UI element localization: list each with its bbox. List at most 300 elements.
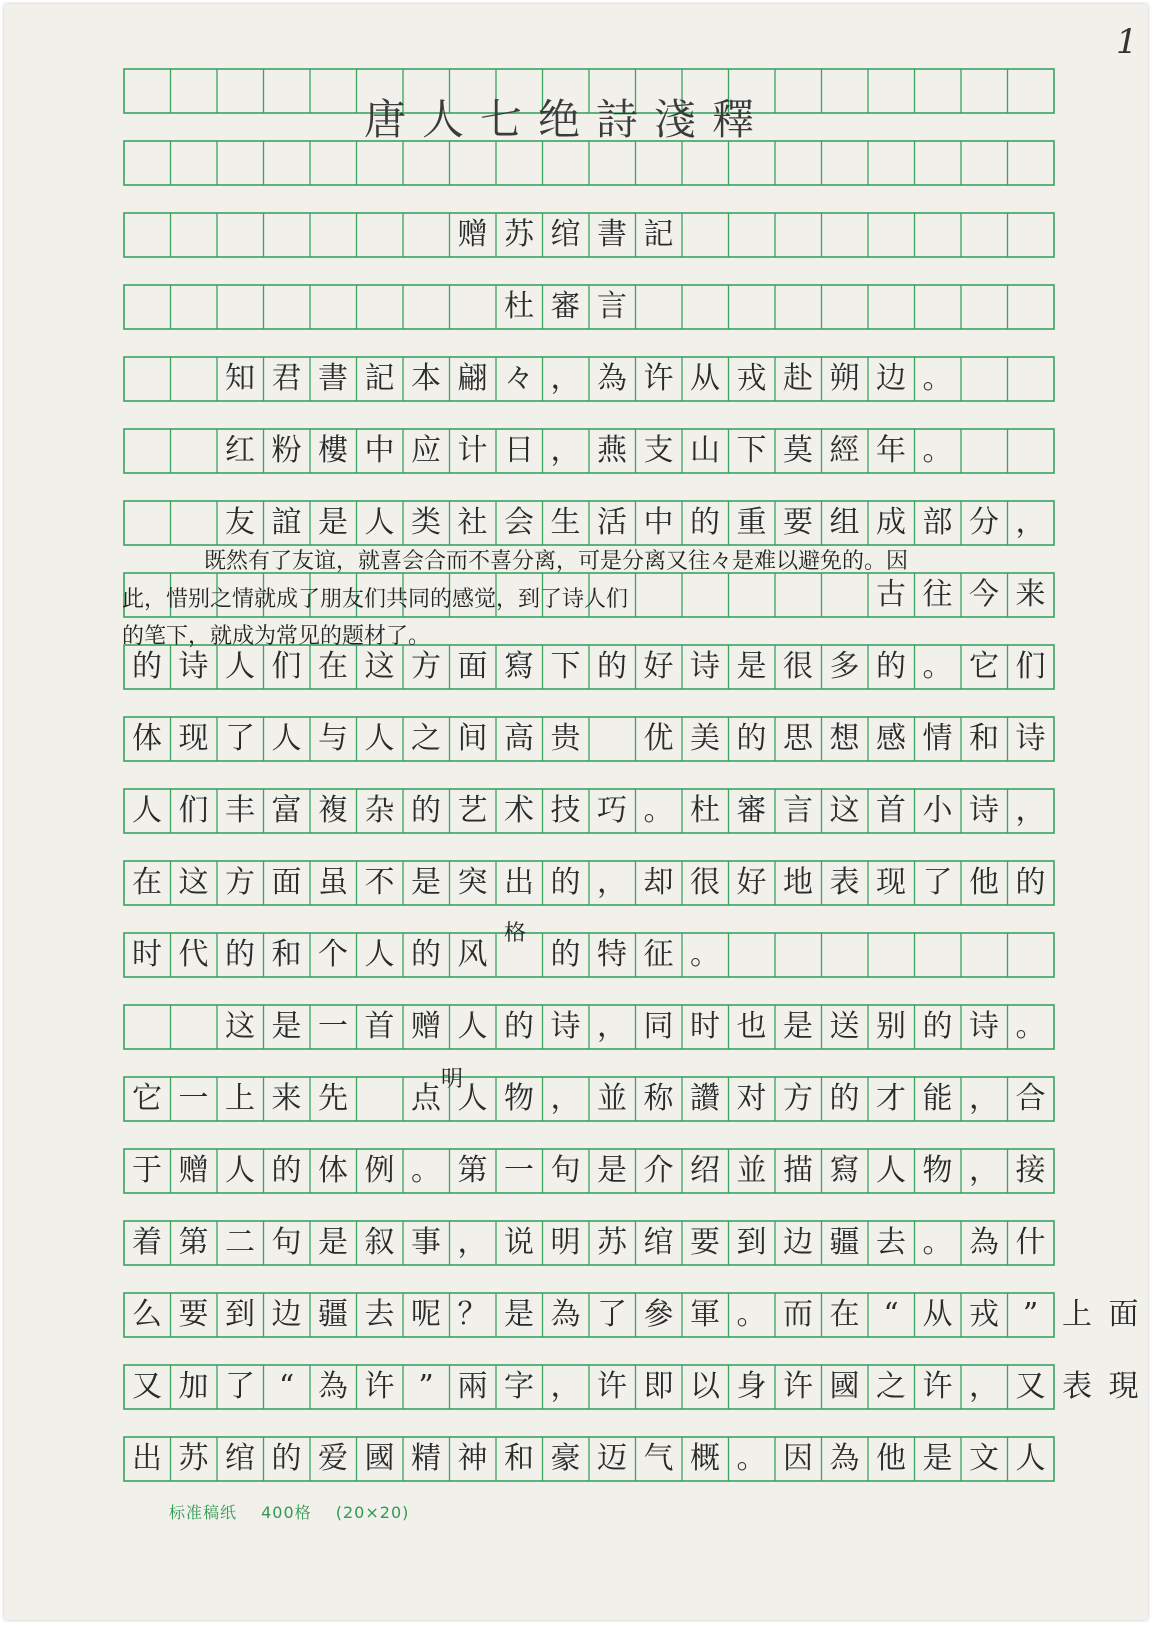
body-row-char: 介 [643,1153,674,1188]
poem-line-1-char: 许 [643,361,674,396]
body-row-char: 出 [132,1441,162,1476]
body-row-char: 表 [1062,1369,1092,1404]
poem-line-2-char: 年 [876,433,906,468]
body-row-char: 人 [225,649,255,684]
body-row-char: 文 [969,1441,999,1476]
body-row-char: 。 [736,1441,767,1476]
body-row-char: 為 [318,1369,348,1404]
body-row-char: 边 [271,1297,302,1332]
body-row-char: 去 [364,1297,395,1332]
body-row-char: 这 [225,1009,255,1044]
body-row-char: 特 [597,937,627,972]
body-row-char: 首 [876,793,906,828]
body-row-char: 富 [271,793,302,828]
body-row-char: 们 [178,793,209,828]
poem-line-2-char: 红 [225,433,255,468]
body-row-char: 描 [783,1153,813,1188]
body-row-char: 加 [178,1369,209,1404]
page-title: 唐人七绝詩淺釋 [364,95,771,144]
body-row-char: 苏 [597,1225,627,1260]
body-row-char: ， [969,1153,999,1188]
poem-line-2-char: 下 [736,433,767,468]
body-row-char: ” [418,1369,434,1404]
body-row-char: 它 [132,1081,162,1116]
body-row-char: 句 [271,1225,302,1260]
poem-line-1-char: 戎 [736,361,767,396]
body-row-char: 也 [736,1009,767,1044]
body-row-char: ， [597,865,627,900]
body-row-char: 它 [969,649,999,684]
body-row-char: 的 [829,1081,860,1116]
body-row-char: 什 [1015,1225,1046,1260]
body-row-char: 虽 [318,865,348,900]
body-row-char: 面 [457,649,488,684]
body-row-char: 征 [643,937,674,972]
body-row-char: ” [1022,1297,1039,1332]
body-row-char: 的 [132,649,162,684]
body-row-char: 活 [597,505,627,540]
body-row-char: 间 [457,721,488,756]
body-row-char: 一 [178,1081,209,1116]
body-row-char: 技 [550,793,581,828]
body-row-char: 到 [225,1297,255,1332]
body-row-char: 的 [597,649,627,684]
body-row-char: 的 [550,937,581,972]
poem-line-2-char: 山 [690,433,720,468]
body-row-char: 人 [271,721,302,756]
poem-line-2-char: 计 [457,433,488,468]
body-row-char: 许 [597,1369,627,1404]
body-row-char: 並 [597,1081,627,1116]
body-row-char: 的 [690,505,720,540]
body-row-char: 这 [829,793,860,828]
body-row-char: 方 [783,1081,813,1116]
body-row-char: 中 [643,505,674,540]
body-row-char: 社 [457,505,488,540]
body-row-char: 的 [550,865,581,900]
body-row-char: 精 [411,1441,441,1476]
body-row-char: 小 [922,793,953,828]
poem-line-2-char: 樓 [318,433,348,468]
poem-line-1-char: 為 [597,361,627,396]
body-row-char: 的 [1015,865,1046,900]
body-row-char: 軍 [690,1297,720,1332]
body-row-char: 了 [597,1297,627,1332]
body-row-char: 诗 [969,793,999,828]
body-row-char: 点 [411,1081,441,1116]
body-row-char: 地 [783,865,813,900]
body-row-char: 却 [643,865,674,900]
body-row-char: ， [550,1081,581,1116]
poem-line-2-char: 經 [829,433,860,468]
body-row-char: 誼 [271,505,302,540]
body-row-char: 人 [364,505,395,540]
body-row-char: 又 [1015,1369,1046,1404]
body-row-char: 人 [457,1009,488,1044]
poem-line-2-char: 应 [411,433,441,468]
body-row-char: 字 [504,1369,534,1404]
body-row-char: 和 [504,1441,534,1476]
body-row-char: 们 [1015,649,1046,684]
body-row-char: 的 [922,1009,953,1044]
body-row-char: 赠 [178,1153,209,1188]
body-row-char: 合 [1015,1081,1046,1116]
body-row-char: 一 [318,1009,348,1044]
body-row-char: 风 [457,937,488,972]
body-row-char: 之 [411,721,441,756]
poem-line-2-char: 支 [643,433,674,468]
body-row-char: 生 [550,505,581,540]
body-row-char: 要 [178,1297,209,1332]
inserted-correction-char: 格 [504,921,527,946]
poem-name-char: 赠 [457,217,488,252]
body-row-char: 例 [364,1153,395,1188]
body-row-char: 了 [225,721,255,756]
body-row-char: 表 [829,865,860,900]
body-row-char: 说 [504,1225,534,1260]
body-row-char: ， [969,1369,999,1404]
body-row-char: ， [597,1009,627,1044]
body-row-char: 多 [829,649,860,684]
body-row-char: 诗 [690,649,720,684]
body-row-char: 的 [271,1153,302,1188]
body-row-char: 神 [457,1441,488,1476]
body-row-char: 。 [922,1225,953,1260]
body-row-char: 。 [643,793,674,828]
poem-name-char: 苏 [504,217,534,252]
body-row-char: 好 [643,649,674,684]
body-row-char: 因 [783,1441,813,1476]
body-row-char: 往 [922,577,953,612]
body-row-char: 在 [132,865,162,900]
body-row-char: 一 [504,1153,534,1188]
body-row-char: 高 [504,721,534,756]
body-row-char: 巧 [597,793,627,828]
body-row-char: 时 [690,1009,720,1044]
body-row-char: 寫 [829,1153,860,1188]
body-row-char: 组 [829,505,860,540]
body-row-char: 优 [643,721,674,756]
body-row-char: 能 [922,1081,953,1116]
body-row-char: 第 [178,1225,209,1260]
body-row-char: 会 [504,505,534,540]
grid-row [124,141,1054,185]
body-row-char: ， [457,1225,488,1260]
body-row-char: 不 [364,865,395,900]
body-row-char: 今 [969,577,999,612]
manuscript-paper [4,4,1148,1620]
body-row-char: 突 [457,865,488,900]
body-row-char: 方 [411,649,441,684]
body-row-char: 並 [736,1153,767,1188]
body-row-char: 首 [364,1009,395,1044]
body-row-char: 他 [876,1441,906,1476]
body-row-char: 是 [411,865,441,900]
poem-line-1-char: 々 [504,361,534,396]
body-row-char: 要 [690,1225,720,1260]
body-row-char: 称 [643,1081,674,1116]
insert-note-line-3: 的笔下，就成为常见的题材了。 [122,624,431,649]
body-row-char: 事 [411,1225,441,1260]
body-row-char: 。 [922,649,953,684]
body-row-char: 别 [876,1009,906,1044]
body-row-char: 。 [411,1153,441,1188]
body-row-char: 杂 [364,793,395,828]
body-row-char: 審 [736,793,767,828]
body-row-char: 是 [783,1009,813,1044]
body-row-char: 绾 [643,1225,674,1260]
body-row-char: 面 [1108,1297,1139,1332]
poem-author-char: 杜 [504,289,534,324]
body-row-char: 兩 [457,1369,488,1404]
body-row-char: 贵 [550,721,581,756]
body-row-char: 诗 [178,649,209,684]
poem-line-1-char: 边 [876,361,906,396]
footer-brand: 标准稿纸 [169,1503,238,1522]
poem-line-1-char: ， [550,361,581,396]
body-row-char: 许 [364,1369,395,1404]
body-row-char: 从 [922,1297,953,1332]
body-row-char: 爱 [318,1441,348,1476]
body-row-char: 术 [504,793,534,828]
body-row-char: 是 [318,505,348,540]
body-row-char: 的 [271,1441,302,1476]
body-row-char: 下 [550,649,581,684]
body-row-char: 人 [876,1153,906,1188]
poem-line-1-char: 知 [225,361,255,396]
poem-line-1-char: 翩 [457,361,488,396]
poem-line-2-char: 中 [364,433,395,468]
body-row-char: 概 [690,1441,720,1476]
body-row-char: 在 [829,1297,860,1332]
body-row-char: 绍 [690,1153,720,1188]
body-row-char: 丰 [225,793,255,828]
body-row-char: 要 [783,505,813,540]
body-row-char: 言 [783,793,813,828]
body-row-char: 國 [829,1369,860,1404]
body-row-char: 物 [922,1153,953,1188]
body-row-char: 面 [271,865,302,900]
body-row-char: 体 [318,1153,348,1188]
body-row-char: 了 [922,865,953,900]
poem-line-2-char: 燕 [597,433,627,468]
footer-count: 400格 [261,1503,312,1522]
body-row-char: 國 [364,1441,395,1476]
body-row-char: 為 [829,1441,860,1476]
body-row-char: 的 [411,937,441,972]
body-row-char: 先 [318,1081,348,1116]
poem-line-2-char: ， [550,433,581,468]
body-row-char: 现 [876,865,906,900]
poem-line-2-char: 粉 [271,433,302,468]
body-row-char: 同 [643,1009,674,1044]
body-row-char: 句 [550,1153,581,1188]
body-row-char: 们 [271,649,302,684]
body-row-char: 人 [364,721,395,756]
poem-line-1-char: 君 [271,361,302,396]
body-row-char: 去 [876,1225,906,1260]
body-row-char: 為 [969,1225,999,1260]
body-row-char: 的 [736,721,767,756]
body-row-char: 到 [736,1225,767,1260]
body-row-char: 。 [690,937,720,972]
body-row-char: 參 [643,1297,674,1332]
body-row-char: 送 [829,1009,860,1044]
body-row-char: 现 [178,721,209,756]
poem-line-1-char: 赴 [783,361,813,396]
poem-line-2-char: 日 [504,433,534,468]
body-row-char: 迈 [597,1441,627,1476]
body-row-char: ， [969,1081,999,1116]
poem-line-2-char: 。 [922,433,953,468]
body-row-char: 代 [178,937,209,972]
body-row-char: 友 [225,505,255,540]
poem-author-char: 審 [550,289,581,324]
body-row-char: 是 [736,649,767,684]
body-row-char: 这 [178,865,209,900]
body-row-char: 呢 [411,1297,441,1332]
poem-line-1-char: 本 [411,361,441,396]
body-row-char: 很 [690,865,720,900]
body-row-char: 时 [132,937,162,972]
insert-note-line-1: 既然有了友谊，就喜会合而不喜分离，可是分离又往々是难以避免的。因 [204,549,909,574]
body-row-char: 许 [922,1369,953,1404]
body-row-char: 么 [132,1297,162,1332]
poem-line-1-char: 書 [318,361,348,396]
body-row-char: 情 [922,721,953,756]
poem-line-2-char: 莫 [783,433,813,468]
body-row-char: 接 [1015,1153,1046,1188]
body-row-char: 是 [504,1297,534,1332]
body-row-char: 讚 [690,1081,720,1116]
body-row-char: 想 [829,721,860,756]
body-row-char: 边 [783,1225,813,1260]
inserted-correction-char: 明 [441,1067,464,1092]
body-row-char: “ [278,1369,295,1404]
body-row-char: 。 [736,1297,767,1332]
body-row-char: 对 [736,1081,767,1116]
body-row-char: 绾 [225,1441,255,1476]
body-row-char: 个 [318,937,348,972]
body-row-char: 杜 [690,793,720,828]
body-row-char: 人 [364,937,395,972]
body-row-char: 出 [504,865,534,900]
insert-note-line-2: 此，惜别之情就成了朋友们共同的感觉，到了诗人们 [122,587,629,612]
body-row-char: 的 [504,1009,534,1044]
body-row-char: 古 [876,577,906,612]
poem-author-char: 言 [597,289,627,324]
body-row-char: “ [883,1297,899,1332]
body-row-char: 来 [1015,577,1046,612]
body-row-char: 气 [643,1441,674,1476]
body-row-char: 又 [132,1369,162,1404]
body-row-char: 着 [132,1225,162,1260]
body-row-char: 是 [597,1153,627,1188]
body-row-char: 寫 [504,649,534,684]
poem-line-1-char: 記 [364,361,395,396]
body-row-char: 感 [876,721,906,756]
body-row-char: 了 [225,1369,255,1404]
body-row-char: 才 [876,1081,906,1116]
body-row-char: 物 [504,1081,534,1116]
body-row-char: 成 [876,505,906,540]
body-row-char: 明 [550,1225,581,1260]
body-row-char: ， [1015,505,1046,540]
poem-name-char: 绾 [550,217,581,252]
body-row-char: 思 [783,721,813,756]
body-row-char: 美 [690,721,720,756]
body-row-char: 赠 [411,1009,441,1044]
body-row-char: 方 [225,865,255,900]
body-row-char: 重 [736,505,767,540]
body-row-char: 人 [225,1153,255,1188]
body-row-char: 而 [783,1297,813,1332]
body-row-char: 很 [783,649,813,684]
body-row-char: 人 [457,1081,488,1116]
body-row-char: 身 [736,1369,767,1404]
body-row-char: 与 [318,721,348,756]
body-row-char: 以 [690,1369,720,1404]
body-row-char: 的 [225,937,255,972]
body-row-char: 类 [411,505,441,540]
body-row-char: 人 [1015,1441,1046,1476]
body-row-char: 好 [736,865,767,900]
body-row-char: 体 [132,721,162,756]
body-row-char: 人 [132,793,162,828]
body-row-char: 于 [132,1153,162,1188]
body-row-char: 和 [271,937,302,972]
body-row-char: ， [550,1369,581,1404]
body-row-char: 许 [783,1369,813,1404]
body-row-char: 这 [364,649,395,684]
body-row-char: 诗 [969,1009,999,1044]
body-row-char: 。 [1015,1009,1046,1044]
body-row-char: 豪 [550,1441,581,1476]
body-row-char: 是 [271,1009,302,1044]
body-row-char: 的 [876,649,906,684]
body-row-char: 疆 [318,1297,348,1332]
body-row-char: 诗 [1015,721,1046,756]
body-row-char: ？ [457,1297,488,1332]
body-row-char: 二 [225,1225,255,1260]
poem-name-char: 記 [643,217,674,252]
body-row-char: 是 [318,1225,348,1260]
body-row-char: 苏 [178,1441,209,1476]
body-row-char: 之 [876,1369,906,1404]
body-row-char: 即 [643,1369,674,1404]
body-row-char: 是 [922,1441,953,1476]
footer-size: (20×20) [335,1503,410,1522]
body-row-char: 在 [318,649,348,684]
poem-name-char: 書 [597,217,627,252]
body-row-char: 為 [550,1297,581,1332]
poem-line-1-char: 朔 [829,361,860,396]
body-row-char: 複 [318,793,348,828]
body-row-char: 他 [969,865,999,900]
paper-footer [169,1500,427,1523]
body-row-char: 現 [1108,1369,1139,1404]
poem-line-1-char: 从 [690,361,720,396]
poem-line-1-char: 。 [922,361,953,396]
body-row-char: ， [1015,793,1046,828]
body-row-char: 的 [411,793,441,828]
body-row-char: 艺 [457,793,488,828]
body-row-char: 第 [457,1153,488,1188]
body-row-char: 部 [922,505,953,540]
body-row-char: 来 [271,1081,302,1116]
body-row-char: 叙 [364,1225,395,1260]
body-row-char: 戎 [969,1297,999,1332]
